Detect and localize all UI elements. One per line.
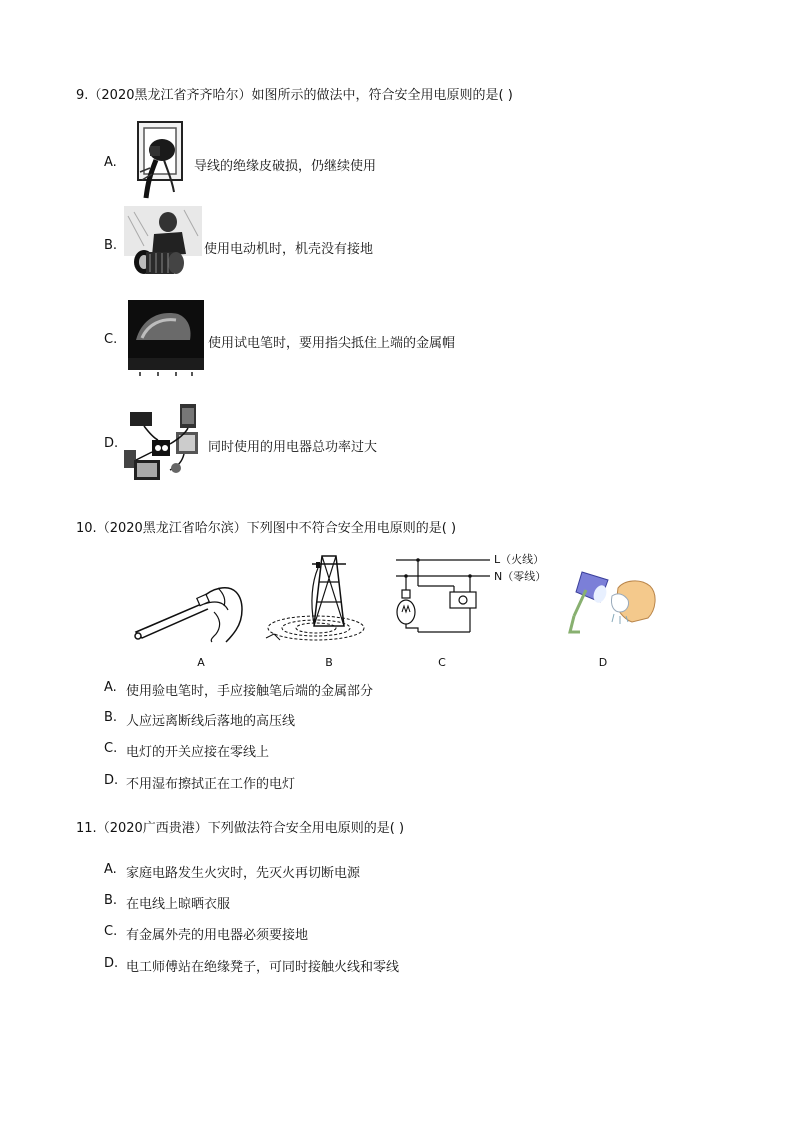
question-source: （2020黑龙江省齐齐哈尔） <box>88 88 252 103</box>
question-stem: 如图所示的做法中，符合安全用电原则的是( ) <box>251 88 513 103</box>
test-pen-photo-icon <box>128 300 204 378</box>
option-letter: D. <box>104 773 119 788</box>
damaged-plug-photo-icon <box>128 120 192 200</box>
question-source: （2020黑龙江省哈尔滨） <box>96 521 247 536</box>
lamp-switch-circuit-icon <box>396 556 492 636</box>
option-letter: A. <box>104 862 117 877</box>
question-11-title <box>76 817 404 836</box>
question-number: 10. <box>76 521 97 536</box>
option-letter: A. <box>104 680 117 695</box>
option-letter: A. <box>104 155 117 170</box>
figure-label: C <box>438 656 446 669</box>
option-text: 导线的绝缘皮破损，仍继续使用 <box>194 159 377 174</box>
question-number: 11. <box>76 821 97 836</box>
option-text: 使用试电笔时，要用指尖抵住上端的金属帽 <box>208 336 456 351</box>
motor-photo-icon <box>124 206 202 276</box>
option-text: 同时使用的用电器总功率过大 <box>208 440 378 455</box>
question-number: 9. <box>76 88 89 103</box>
figure-label: B <box>325 656 333 669</box>
option-letter: D. <box>104 436 119 451</box>
option-text: 有金属外壳的用电器必须要接地 <box>126 928 309 943</box>
question-9-title <box>76 84 513 103</box>
option-text: 使用验电笔时，手应接触笔后端的金属部分 <box>126 684 374 699</box>
desk-lamp-wet-cloth-icon <box>566 566 662 636</box>
question-source: （2020广西贵港） <box>96 821 208 836</box>
option-text: 人应远离断线后落地的高压线 <box>126 714 296 729</box>
option-letter: B. <box>104 238 118 253</box>
question-stem: 下列做法符合安全用电原则的是( ) <box>207 821 405 836</box>
live-wire-label: L（火线） <box>494 553 545 566</box>
option-text: 电灯的开关应接在零线上 <box>126 745 270 760</box>
option-letter: C. <box>104 332 118 347</box>
neutral-wire-label: N（零线） <box>494 570 547 583</box>
hand-test-pen-icon <box>132 578 252 642</box>
option-text: 不用湿布擦拭正在工作的电灯 <box>126 777 296 792</box>
option-text: 电工师傅站在绝缘凳子，可同时接触火线和零线 <box>126 960 400 975</box>
figure-label: D <box>598 656 608 669</box>
option-letter: B. <box>104 893 118 908</box>
option-letter: C. <box>104 741 118 756</box>
option-letter: C. <box>104 924 118 939</box>
power-tower-icon <box>262 552 370 644</box>
question-stem: 下列图中不符合安全用电原则的是( ) <box>246 521 457 536</box>
option-letter: D. <box>104 956 119 971</box>
option-text: 家庭电路发生火灾时，先灭火再切断电源 <box>126 866 361 881</box>
option-text: 在电线上晾晒衣服 <box>126 897 231 912</box>
question-10-title <box>76 517 456 536</box>
overloaded-socket-photo-icon <box>124 404 206 482</box>
option-letter: B. <box>104 710 118 725</box>
figure-label: A <box>197 656 205 669</box>
option-text: 使用电动机时，机壳没有接地 <box>204 242 374 257</box>
